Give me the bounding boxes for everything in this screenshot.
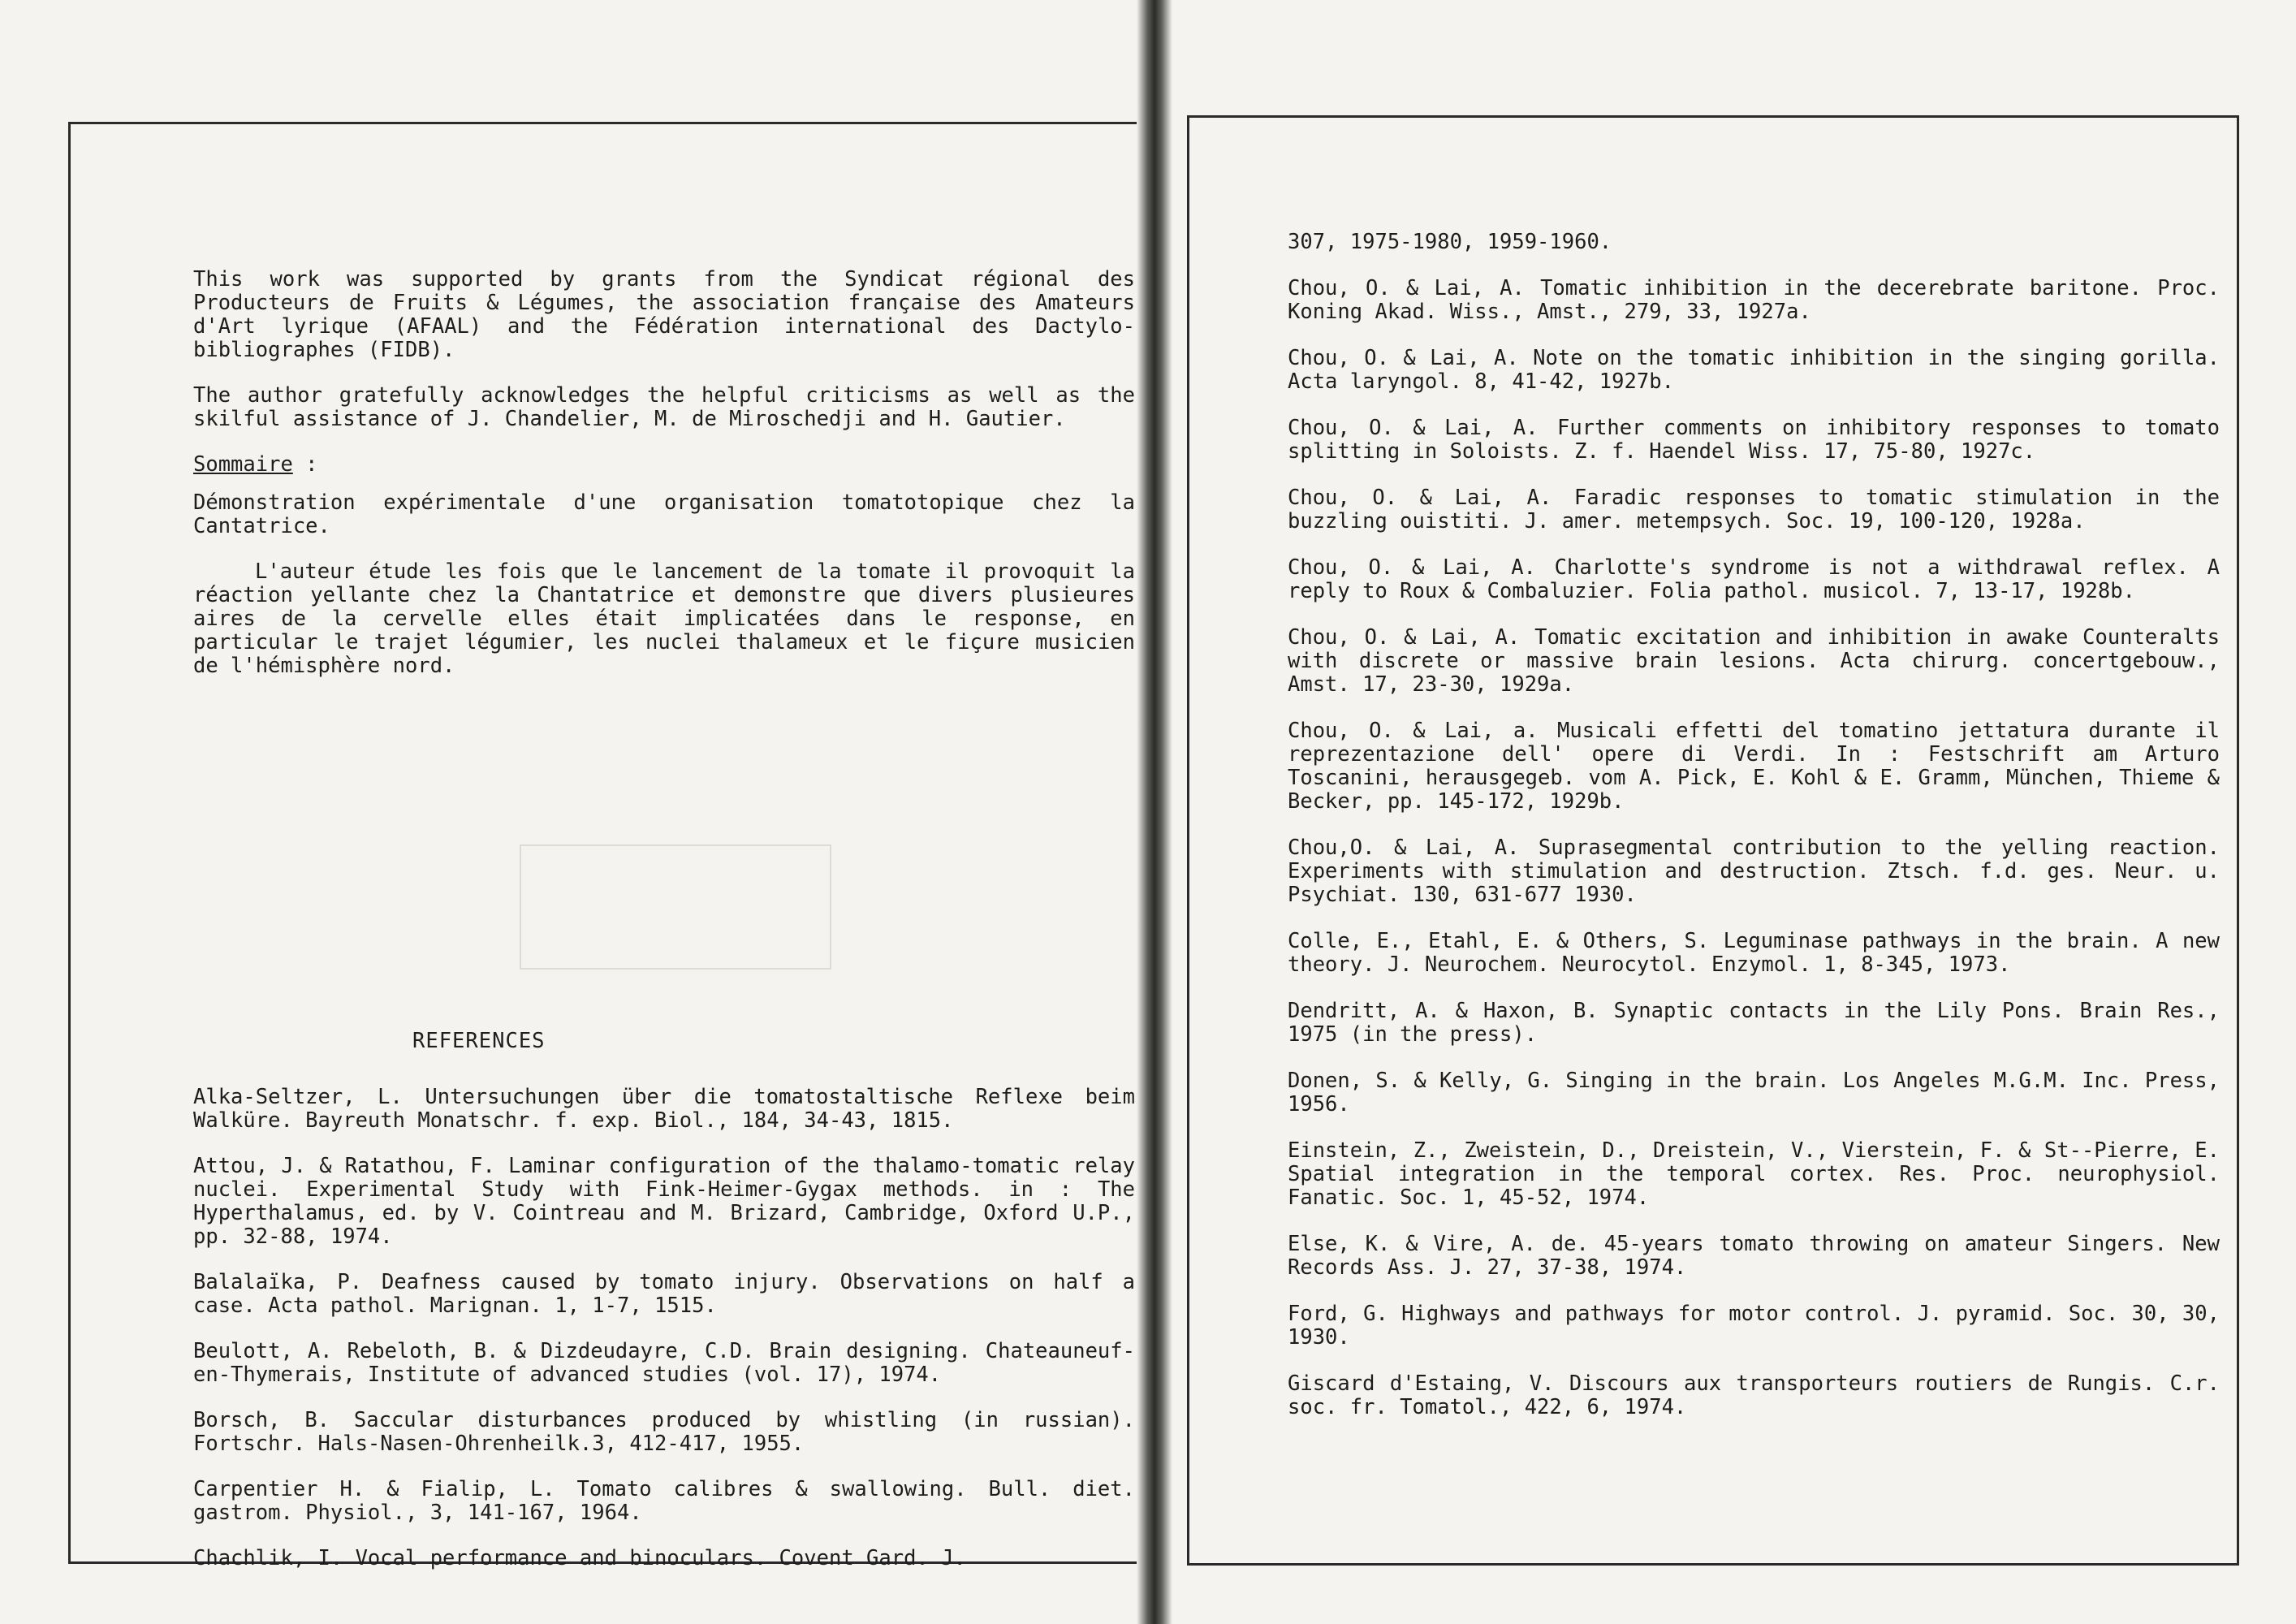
sommaire-heading-line (193, 453, 1135, 477)
reference-entry: Colle, E., Etahl, E. & Others, S. Leguminase pathways in the brain. A new theory. J. Neurochem. Neurocytol. Enzymol. 1, 8-345, 1973. (1288, 929, 2220, 977)
reference-entry: Ford, G. Highways and pathways for motor control. J. pyramid. Soc. 30, 30, 1930. (1288, 1302, 2220, 1350)
reference-entry: Beulott, A. Rebeloth, B. & Dizdeudayre, C.D. Brain designing. Chateauneuf-en-Thymerais, Institute of advanced studies (vol. 17), 1974. (193, 1339, 1135, 1387)
references-heading: REFERENCES (412, 1029, 546, 1053)
reference-entry: Carpentier H. & Fialip, L. Tomato calibres & swallowing. Bull. diet. gastrom. Physiol., 3, 141-167, 1964. (193, 1477, 1135, 1525)
sommaire-colon: : (292, 452, 318, 477)
left-page (0, 0, 1146, 1624)
reference-entry: Donen, S. & Kelly, G. Singing in the brain. Los Angeles M.G.M. Inc. Press, 1956. (1288, 1069, 2220, 1116)
reference-entry: Chou, O. & Lai, A. Tomatic excitation and inhibition in awake Counteralts with discrete or massive brain lesions. Acta chirurg. concertgebouw., Amst. 17, 23-30, 1929a. (1288, 625, 2220, 697)
reference-entry: Einstein, Z., Zweistein, D., Dreistein, V., Vierstein, F. & St--Pierre, E. Spatial integration in the temporal cortex. Res. Proc. neurophysiol. Fanatic. Soc. 1, 45-52, 1974. (1288, 1138, 2220, 1210)
reference-entry: Attou, J. & Ratathou, F. Laminar configuration of the thalamo-tomatic relay nuclei. Experimental Study with Fink-Heimer-Gygax methods. in : The Hyperthalamus, ed. by V. Cointreau and M. Brizard, Cambridge, Oxford U.P., pp. 32-88, 1974. (193, 1154, 1135, 1249)
acknowledgement-funding: This work was supported by grants from the Syndicat régional des Producteurs de Fruits & Légumes, the association française des Amateurs d'Art lyrique (AFAAL) and the Fédération international des Dactylo-bibliographes (FIDB). (193, 267, 1135, 362)
reference-entry: Dendritt, A. & Haxon, B. Synaptic contacts in the Lily Pons. Brain Res., 1975 (in the press). (1288, 999, 2220, 1047)
sommaire-body: L'auteur étude les fois que le lancement de la tomate il provoquit la réaction yellante chez la Chantatrice et demonstre que divers plusieures aires de la cervelle elles était implicatées dans le response, en particular le trajet légumier, les nuclei thalameux et le fiçure musicien de l'hémisphère nord. (193, 559, 1135, 678)
book-gutter (1137, 0, 1172, 1624)
reference-entry: Balalaïka, P. Deafness caused by tomato injury. Observations on half a case. Acta pathol. Marignan. 1, 1-7, 1515. (193, 1270, 1135, 1318)
show-through-diagram (520, 844, 831, 970)
reference-entry: Chou, O. & Lai, A. Charlotte's syndrome is not a withdrawal reflex. A reply to Roux & Combaluzier. Folia pathol. musicol. 7, 13-17, 1928b. (1288, 555, 2220, 603)
reference-entry: Chou,O. & Lai, A. Suprasegmental contribution to the yelling reaction. Experiments with stimulation and destruction. Ztsch. f.d. ges. Neur. u. Psychiat. 130, 631-677 1930. (1288, 836, 2220, 907)
sommaire-heading: Sommaire (193, 452, 293, 477)
reference-entry: Chou, O. & Lai, A. Note on the tomatic inhibition in the singing gorilla. Acta laryngol. 8, 41-42, 1927b. (1288, 346, 2220, 394)
reference-entry: Borsch, B. Saccular disturbances produced by whistling (in russian). Fortschr. Hals-Nasen-Ohrenheilk.3, 412-417, 1955. (193, 1408, 1135, 1456)
left-references (193, 1030, 1135, 1592)
reference-entry: Alka-Seltzer, L. Untersuchungen über die tomatostaltische Reflexe beim Walküre. Bayreuth Monatschr. f. exp. Biol., 184, 34-43, 1815. (193, 1085, 1135, 1133)
reference-entry: Else, K. & Vire, A. de. 45-years tomato throwing on amateur Singers. New Records Ass. J. 27, 37-38, 1974. (1288, 1232, 2220, 1280)
reference-entry: Chachlik, I. Vocal performance and binoculars. Covent Gard. J. (193, 1546, 966, 1570)
reference-entry: Chou, O. & Lai, a. Musicali effetti del tomatino jettatura durante il reprezentazione dell' opere di Verdi. In : Festschrift am Arturo Toscanini, herausgegeb. vom A. Pick, E. Kohl & E. Gramm, München, Thieme & Becker, pp. 145-172, 1929b. (1288, 719, 2220, 814)
left-column (193, 268, 1135, 700)
right-column (1288, 231, 2220, 1442)
reference-entry: Chou, O. & Lai, A. Further comments on inhibitory responses to tomato splitting in Soloists. Z. f. Haendel Wiss. 17, 75-80, 1927c. (1288, 416, 2220, 464)
sommaire-title: Démonstration expérimentale d'une organisation tomatotopique chez la Cantatrice. (193, 490, 1135, 538)
reference-entry: Chou, O. & Lai, A. Tomatic inhibition in the decerebrate baritone. Proc. Koning Akad. Wiss., Amst., 279, 33, 1927a. (1288, 276, 2220, 324)
reference-entry: Chou, O. & Lai, A. Faradic responses to tomatic stimulation in the buzzling ouistiti. J. amer. metempsych. Soc. 19, 100-120, 1928a. (1288, 486, 2220, 533)
reference-entry: Giscard d'Estaing, V. Discours aux transporteurs routiers de Rungis. C.r. soc. fr. Tomatol., 422, 6, 1974. (1288, 1371, 2220, 1419)
acknowledgement-thanks: The author gratefully acknowledges the helpful criticisms as well as the skilful assistance of J. Chandelier, M. de Miroschedji and H. Gautier. (193, 383, 1135, 431)
reference-continuation: 307, 1975-1980, 1959-1960. (1288, 230, 1612, 254)
